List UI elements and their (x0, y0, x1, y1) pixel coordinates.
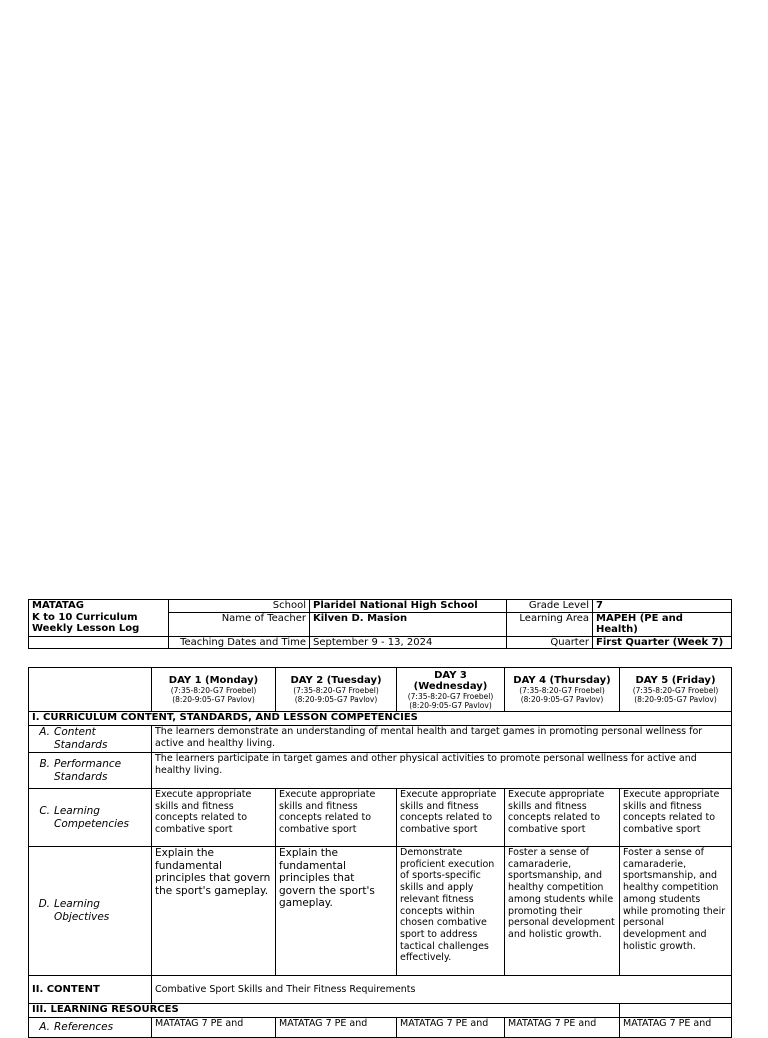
row-label: References (54, 1021, 114, 1033)
content-standards-text: The learners demonstrate an understanding of mental health and target games in promoting personal wellness for active and healthy living. (152, 726, 732, 753)
content-standards-row (29, 726, 732, 753)
day-time: (8:20-9:05-G7 Pavlov) (172, 695, 255, 704)
school-value: Plaridel National High School (310, 600, 507, 613)
day-time: (7:35-8:20-G7 Froebel) (407, 691, 494, 701)
reference-day-3: MATATAG 7 PE and (397, 1018, 505, 1038)
row-letter: A. (39, 726, 50, 738)
section-content: II. CONTENT (29, 976, 152, 1004)
row-letter: D. (38, 898, 50, 910)
objective-day-2: Explain the fundamental principles that govern the sport's gameplay. (276, 847, 397, 976)
day-time: (8:20-9:05-G7 Pavlov) (294, 695, 378, 704)
day-3-header (397, 668, 505, 712)
learning-objectives-row (29, 847, 732, 976)
reference-day-5: MATATAG 7 PE and (620, 1018, 732, 1038)
learning-area-value: MAPEH (PE and Health) (593, 612, 732, 636)
day-time: (8:20-9:05-G7 Pavlov) (634, 695, 717, 704)
row-letter: B. (39, 757, 50, 770)
day-time: (8:20-9:05-G7 Pavlov) (409, 700, 492, 710)
content-standards-label (29, 726, 152, 753)
title-line-1: MATATAG (32, 600, 84, 611)
reference-day-2: MATATAG 7 PE and (276, 1018, 397, 1038)
row-label: Content Standards (54, 726, 108, 751)
row-label: Learning Objectives (54, 898, 110, 923)
day-time: (7:35-8:20-G7 Froebel) (170, 686, 257, 695)
dates-value: September 9 - 13, 2024 (310, 636, 507, 649)
references-label (29, 1018, 152, 1038)
competency-day-4: Execute appropriate skills and fitness concepts related to combative sport (505, 789, 620, 847)
day-label: DAY 3 (Wednesday) (413, 669, 488, 692)
day-time: (8:20-9:05-G7 Pavlov) (520, 695, 604, 704)
day-header-row (29, 668, 732, 712)
content-row (29, 976, 732, 1004)
competency-day-5: Execute appropriate skills and fitness concepts related to combative sport (620, 789, 732, 847)
learning-competencies-row (29, 789, 732, 847)
row-letter: A. (39, 1021, 50, 1033)
objective-day-4: Foster a sense of camaraderie, sportsmanship, and healthy competition among students while promoting their personal development and holistic growth. (505, 847, 620, 976)
quarter-value: First Quarter (Week 7) (593, 636, 732, 649)
day-label: DAY 2 (Tuesday) (290, 675, 382, 686)
reference-day-1: MATATAG 7 PE and (152, 1018, 276, 1038)
competency-day-2: Execute appropriate skills and fitness concepts related to combative sport (276, 789, 397, 847)
content-text: Combative Sport Skills and Their Fitness Requirements (152, 976, 732, 1004)
quarter-label: Quarter (507, 636, 593, 649)
performance-standards-text: The learners participate in target games and other physical activities to promote personal wellness for active and healthy living. (152, 753, 732, 789)
objective-day-1: Explain the fundamental principles that govern the sport's gameplay. (152, 847, 276, 976)
objective-day-5: Foster a sense of camaraderie, sportsmanship, and healthy competition among students while promoting their personal development and holistic growth. (620, 847, 732, 976)
section-curriculum: I. CURRICULUM CONTENT, STANDARDS, AND LESSON COMPETENCIES (29, 712, 732, 726)
row-letter: C. (39, 804, 50, 817)
title-spacer (29, 636, 169, 649)
day-time: (7:35-8:20-G7 Froebel) (519, 686, 605, 695)
teacher-value: Kilven D. Masion (310, 612, 507, 636)
performance-standards-row (29, 753, 732, 789)
day-label: DAY 5 (Friday) (635, 675, 716, 686)
grade-level-value: 7 (593, 600, 732, 613)
school-label: School (169, 600, 310, 613)
performance-standards-label (29, 753, 152, 789)
competency-day-1: Execute appropriate skills and fitness concepts related to combative sport (152, 789, 276, 847)
teacher-label: Name of Teacher (169, 612, 310, 636)
learning-objectives-label (29, 847, 152, 976)
day-4-header (505, 668, 620, 712)
grade-level-label: Grade Level (507, 600, 593, 613)
day-5-header (620, 668, 732, 712)
competency-day-3: Execute appropriate skills and fitness concepts related to combative sport (397, 789, 505, 847)
day-label: DAY 4 (Thursday) (513, 675, 611, 686)
learning-area-label: Learning Area (507, 612, 593, 636)
learning-competencies-label (29, 789, 152, 847)
title-line-2: K to 10 Curriculum (32, 611, 138, 623)
title-line-3: Weekly Lesson Log (32, 623, 140, 634)
section-resources: III. LEARNING RESOURCES (29, 1004, 620, 1018)
corner-cell (29, 668, 152, 712)
objective-day-3: Demonstrate proficient execution of sports-specific skills and apply relevant fitness concepts within chosen combative sport to address tactical challenges effectively. (397, 847, 505, 976)
document-title (29, 600, 169, 637)
row-label: Learning Competencies (54, 804, 129, 830)
day-2-header (276, 668, 397, 712)
day-1-header (152, 668, 276, 712)
dates-label: Teaching Dates and Time (169, 636, 310, 649)
day-label: DAY 1 (Monday) (168, 675, 259, 686)
lesson-log-table (28, 667, 732, 1038)
day-time: (7:35-8:20-G7 Froebel) (632, 686, 719, 695)
header-table (28, 599, 732, 649)
day-time: (7:35-8:20-G7 Froebel) (293, 686, 379, 695)
row-label: Performance Standards (54, 757, 122, 783)
references-row (29, 1018, 732, 1038)
resources-spacer (620, 1004, 732, 1018)
reference-day-4: MATATAG 7 PE and (505, 1018, 620, 1038)
